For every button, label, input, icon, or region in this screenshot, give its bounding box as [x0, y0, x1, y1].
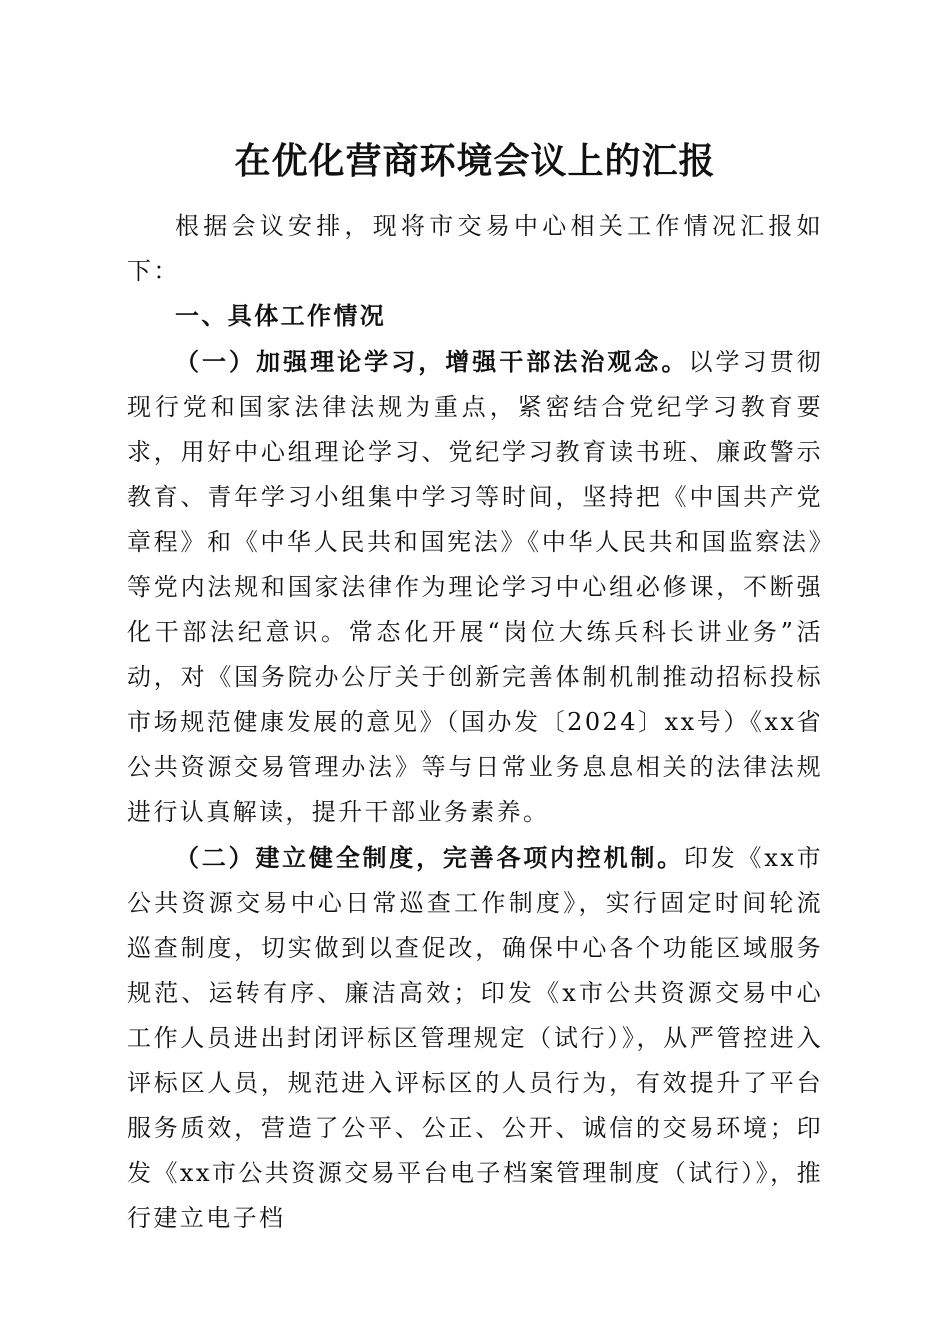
item-1-text: 以学习贯彻现行党和国家法律法规为重点，紧密结合党纪学习教育要求，用好中心组理论学习、党纪学习教育读书班、廉政警示教育、青年学习小组集中学习等时间，坚持把《中国共产党章程》和《中华人民共和国宪法》《中华人民共和国监察法》等党内法规和国家法律作为理论学习中心组必修课，不断强化干部法纪意识。常态化开展“岗位大练兵科长讲业务”活动，对《国务院办公厅关于创新完善体制机制推动招标投标市场规范健康发展的意见》（国办发〔2024〕xx号）《xx省公共资源交易管理办法》等与日常业务息息相关的法律法规进行认真解读，提升干部业务素养。 — [127, 348, 824, 826]
paragraph-item-2 — [127, 835, 823, 1241]
document-body — [127, 204, 823, 1241]
item-2-text: 印发《xx市公共资源交易中心日常巡查工作制度》，实行固定时间轮流巡查制度，切实做到以查促改，确保中心各个功能区域服务规范、运转有序、廉洁高效；印发《x市公共资源交易中心工作人员进出封闭评标区管理规定（试行）》，从严管控进入评标区人员，规范进入评标区的人员行为，有效提升了平台服务质效，营造了公平、公正、公开、诚信的交易环境；印发《xx市公共资源交易平台电子档案管理制度（试行）》，推行建立电子档 — [127, 844, 823, 1232]
intro-paragraph: 根据会议安排，现将市交易中心相关工作情况汇报如下： — [127, 212, 823, 285]
item-2-lead: （二）建立健全制度，完善各项内控机制。 — [175, 843, 684, 872]
paragraph-item-1 — [127, 339, 823, 835]
document-title: 在优化营商环境会议上的汇报 — [234, 140, 716, 182]
section-heading-1: 一、具体工作情况 — [175, 302, 387, 330]
item-1-lead: （一）加强理论学习，增强干部法治观念。 — [175, 347, 689, 376]
